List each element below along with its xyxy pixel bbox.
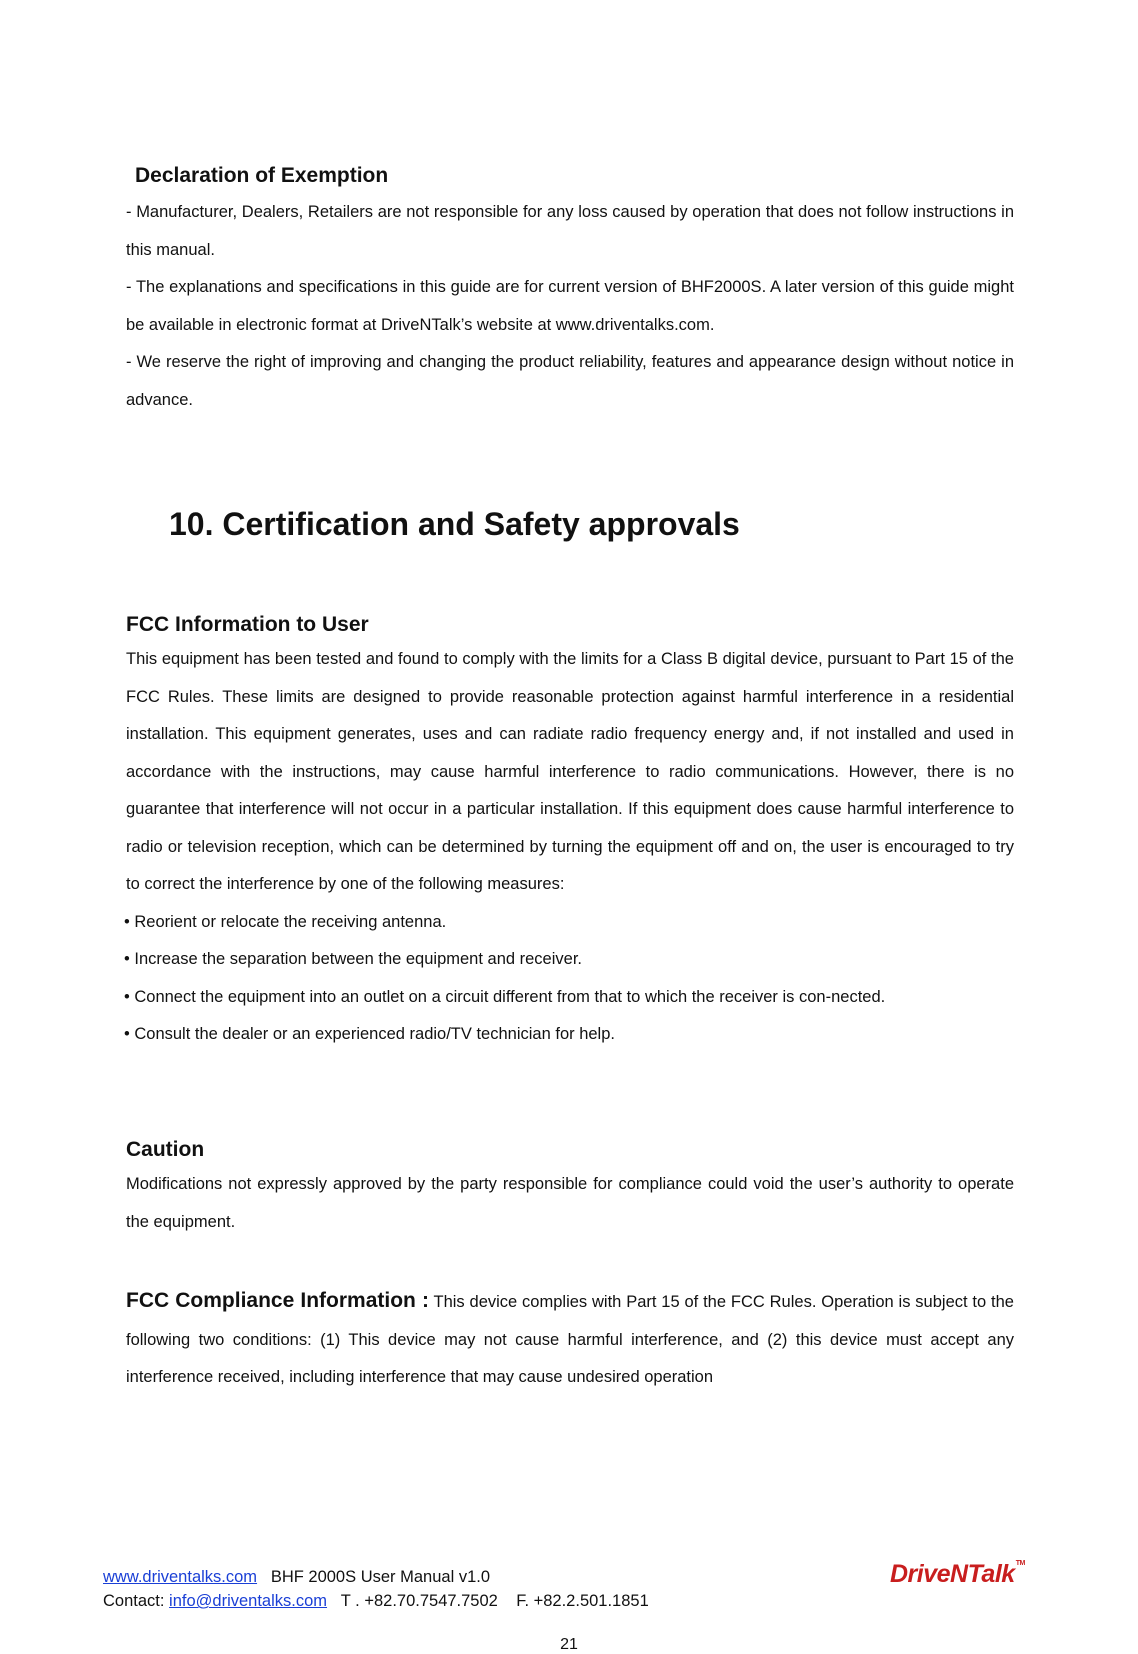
manual-title: BHF 2000S User Manual v1.0 — [270, 1568, 491, 1586]
page-number: 21 — [560, 1636, 578, 1653]
declaration-title: Declaration of Exemption — [135, 164, 389, 187]
logo-trademark: TM — [1015, 1560, 1025, 1567]
compliance-paragraph — [126, 1282, 1014, 1397]
page-footer — [103, 1565, 649, 1613]
email-link[interactable]: info@driventalks.com — [169, 1592, 328, 1610]
compliance-body: This device complies with Part 15 of the FCC Rules. Operation is subject to the following two conditions: (1) This device may not cause harmful interference, and (2) this device must accept any interference received, including interference that may cause undesired operation — [126, 1293, 1014, 1386]
fcc-info-body: This equipment has been tested and found to comply with the limits for a Class B digital device, pursuant to Part 15 of the FCC Rules. These limits are designed to provide reasonable protection against harmful interference in a residential installation. This equipment generates, uses and can radiate radio frequency energy and, if not installed and used in accordance with the instructions, may cause harmful interference to radio communications. However, there is no guarantee that interference will not occur in a particular installation. If this equipment does cause harmful interference to radio or television reception, which can be determined by turning the equipment off and on, the user is encouraged to try to correct the interference by one of the following measures: — [126, 650, 1014, 893]
contact-label: Contact: — [103, 1592, 165, 1610]
fcc-bullet-4: • Consult the dealer or an experienced radio/TV technician for help. — [124, 1025, 615, 1043]
fcc-bullet-2: • Increase the separation between the equipment and receiver. — [124, 950, 582, 968]
compliance-section — [126, 1282, 1014, 1397]
logo-text: DriveNTalk — [890, 1560, 1015, 1588]
declaration-paragraph-1: - Manufacturer, Dealers, Retailers are not responsible for any loss caused by operation that does not follow instructions in this manual. — [126, 203, 1014, 259]
caution-section — [126, 1134, 1014, 1241]
website-link[interactable]: www.driventalks.com — [103, 1568, 258, 1586]
footer-line-2 — [103, 1589, 649, 1613]
compliance-title: FCC Compliance Information : — [126, 1289, 429, 1312]
fcc-info-section — [126, 609, 1014, 1054]
fcc-bullet-3: • Connect the equipment into an outlet on a circuit different from that to which the receiver is con-nected. — [124, 987, 886, 1006]
chapter-title: 10. Certification and Safety approvals — [169, 506, 740, 542]
fcc-info-title: FCC Information to User — [126, 613, 369, 636]
phone-number: T . +82.70.7547.7502 — [340, 1592, 498, 1610]
caution-title: Caution — [126, 1138, 205, 1161]
drivental-logo — [890, 1560, 1025, 1589]
fcc-bullet-1: • Reorient or relocate the receiving antenna. — [124, 912, 447, 931]
declaration-paragraph-3: - We reserve the right of improving and changing the product reliability, features and appearance design without notice in advance. — [126, 353, 1014, 409]
declaration-section — [126, 158, 1014, 419]
declaration-paragraph-2: - The explanations and specifications in this guide are for current version of BHF2000S. A later version of this guide might be available in electronic format at DriveNTalk’s website at www.driventalks.com. — [126, 278, 1014, 334]
caution-body: Modifications not expressly approved by the party responsible for compliance could void the user’s authority to operate the equipment. — [126, 1175, 1014, 1231]
fax-number: F. +82.2.501.1851 — [516, 1592, 649, 1610]
footer-line-1 — [103, 1565, 649, 1589]
